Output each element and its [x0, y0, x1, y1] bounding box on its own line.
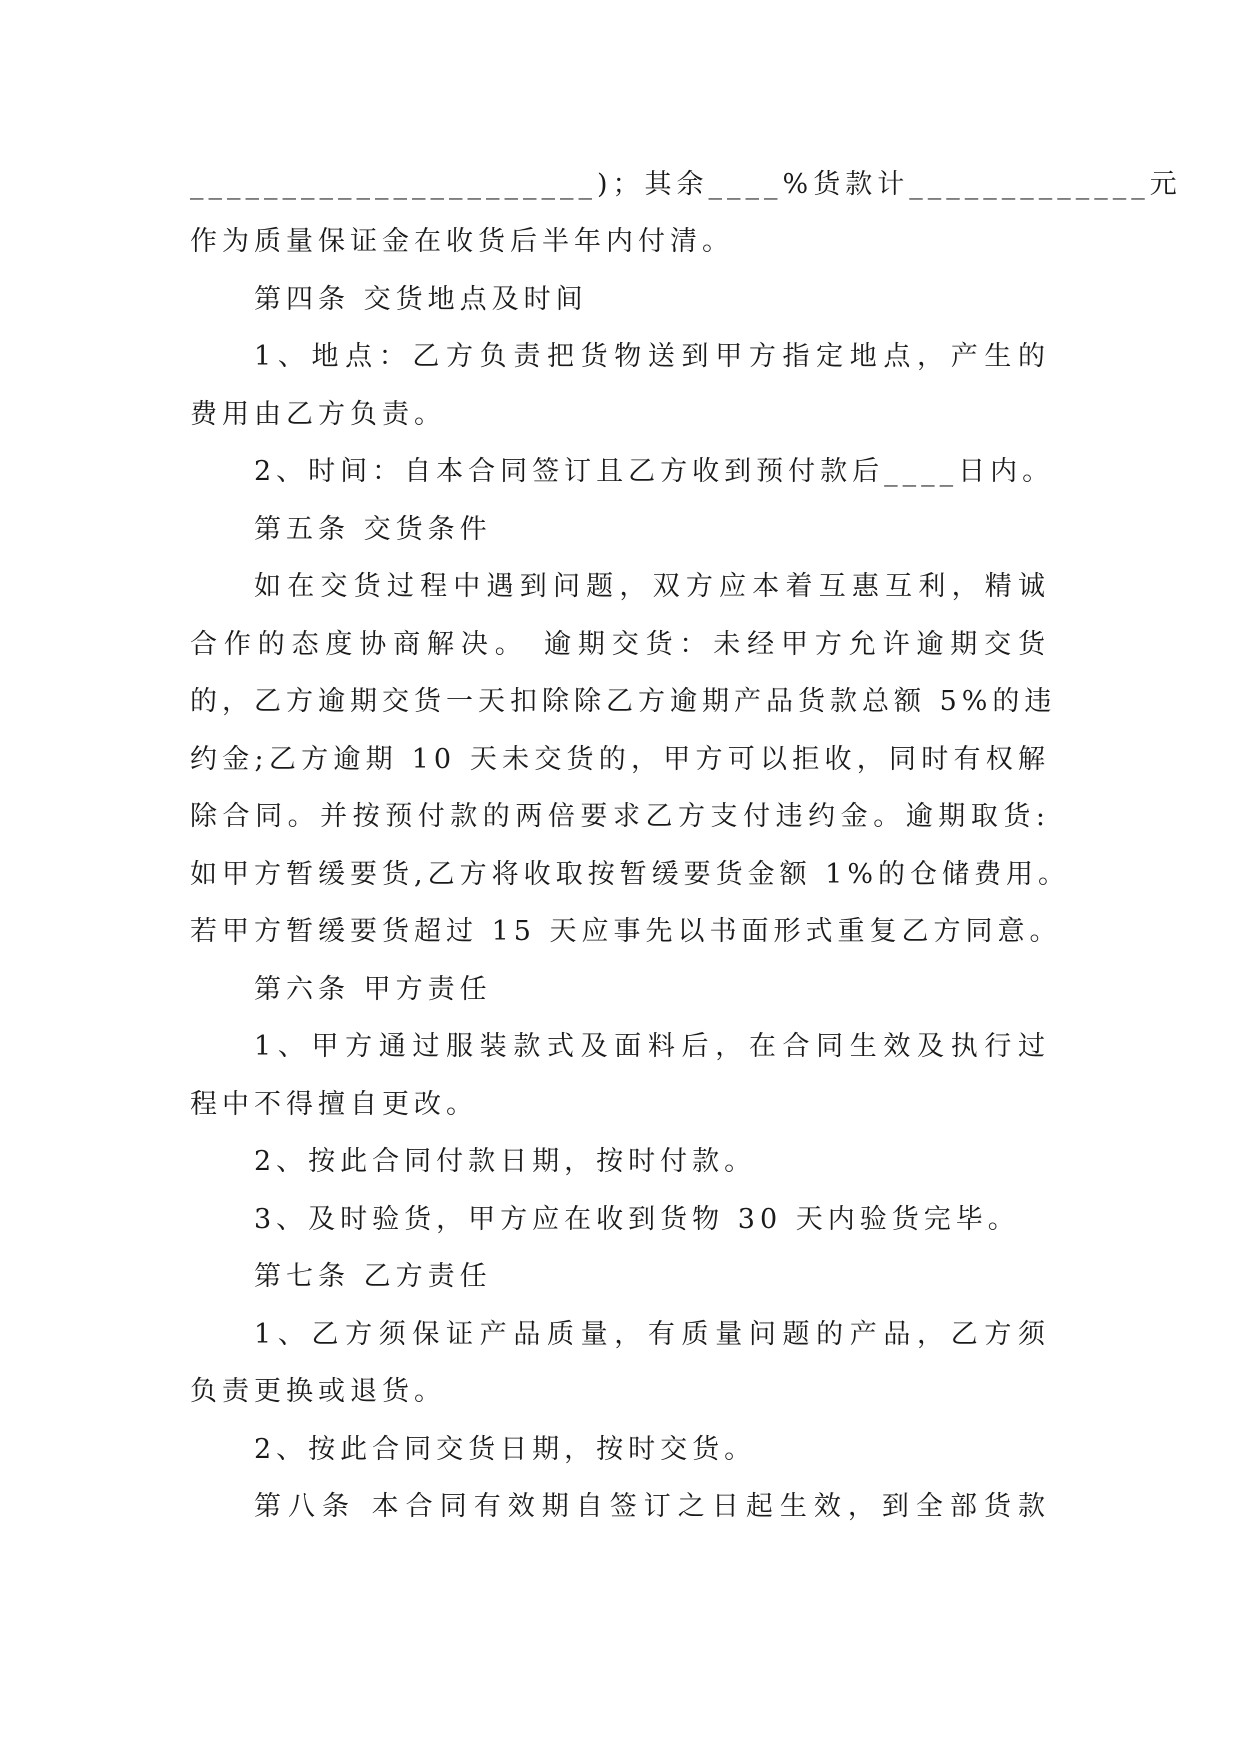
text-line: 的，乙方逾期交货一天扣除除乙方逾期产品货款总额 5%的违	[190, 686, 1057, 717]
section-heading: 第六条 甲方责任	[254, 974, 492, 1005]
text-line: 作为质量保证金在收货后半年内付清。	[190, 226, 734, 257]
text-line: 负责更换或退货。	[190, 1376, 446, 1407]
text-line: 如甲方暂缓要货,乙方将收取按暂缓要货金额 1%的仓储费用。	[190, 859, 1070, 890]
section-heading: 第八条 本合同有效期自签订之日起生效，到全部货款	[254, 1491, 1050, 1522]
text-line: 程中不得擅自更改。	[190, 1089, 478, 1120]
section-heading: 第四条 交货地点及时间	[254, 284, 588, 315]
section-heading: 第七条 乙方责任	[254, 1261, 492, 1292]
text-line: 2、时间：自本合同签订且乙方收到预付款后____日内。	[254, 456, 1055, 487]
text-line: 1、乙方须保证产品质量，有质量问题的产品，乙方须	[254, 1319, 1050, 1350]
text-line: 2、按此合同交货日期，按时交货。	[254, 1434, 757, 1465]
text-line: 除合同。并按预付款的两倍要求乙方支付违约金。逾期取货:	[190, 801, 1050, 832]
text-line: 3、及时验货，甲方应在收到货物 30 天内验货完毕。	[254, 1204, 1020, 1235]
section-heading: 第五条 交货条件	[254, 514, 492, 545]
text-line: 约金;乙方逾期 10 天未交货的，甲方可以拒收，同时有权解	[190, 744, 1050, 775]
text-line: ______________________)；其余____%货款计_____________元	[190, 169, 1182, 200]
text-line: 2、按此合同付款日期，按时付款。	[254, 1146, 757, 1177]
text-line: 若甲方暂缓要货超过 15 天应事先以书面形式重复乙方同意。	[190, 916, 1062, 947]
text-line: 1、地点：乙方负责把货物送到甲方指定地点，产生的	[254, 341, 1050, 372]
text-line: 费用由乙方负责。	[190, 399, 446, 430]
text-line: 合作的态度协商解决。 逾期交货：未经甲方允许逾期交货	[190, 629, 1050, 660]
text-line: 1、甲方通过服装款式及面料后，在合同生效及执行过	[254, 1031, 1050, 1062]
text-line: 如在交货过程中遇到问题，双方应本着互惠互利，精诚	[254, 571, 1050, 602]
